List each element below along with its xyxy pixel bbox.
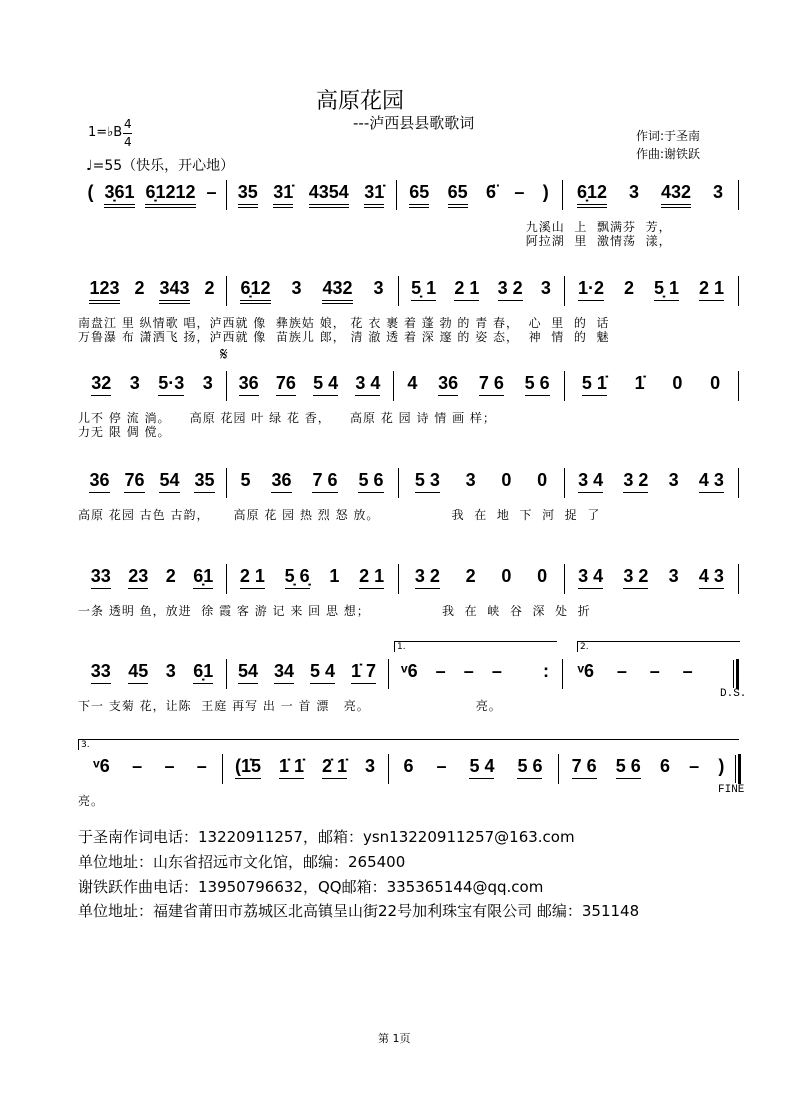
note-group: 3 2 [623,566,648,592]
note-group: – [491,661,502,681]
note-group: 33 [91,566,111,592]
note-group: 65 [448,182,468,208]
note-group: 2 1 [359,566,384,592]
note-group [716,661,721,687]
segno-icon: 𝄋 [220,344,228,365]
note-group: – [689,756,700,776]
note-group: – [463,661,474,681]
note-group: 5 6 [517,756,542,782]
note-group: 3 [202,373,213,393]
note-group: 123 [89,278,119,304]
volta-1 [394,641,557,652]
note-group: 3 4 [355,373,380,399]
score-system [0,756,790,808]
note-group: – [164,756,175,776]
barline [226,468,227,498]
note-group: 0 [710,373,721,393]
footer-line-2: 单位地址：山东省招远市文化馆，邮编：265400 [78,853,406,871]
note-group: 432 [661,182,691,208]
score-system [0,661,790,713]
lyric-line: 万鲁瀑 布 潇洒飞 扬，泸西就 像 苗族儿 郎， 清 澈 透 着 深 邃 的 姿 态， 神 情 的 魅 [78,330,610,344]
barline [738,371,739,401]
measure [226,756,384,786]
note-group: 6̣12 [577,182,607,208]
note-group: 3 4 [578,566,603,592]
note-group: 1̇ [634,373,645,393]
note-group: 3 [540,278,551,298]
time-signature-line [123,133,132,134]
barline [558,754,559,784]
measure [82,182,222,212]
measure [400,182,558,212]
note-group: 4354 [309,182,349,208]
note-group: 6 [659,756,670,776]
barline [226,276,227,306]
measure [402,278,560,308]
note-group: 45 [128,661,148,687]
volta-2 [577,641,740,652]
note-group: 31̇ [364,182,384,208]
note-group: 3 2 [623,470,648,496]
footer-line-4: 单位地址：福建省莆田市荔城区北高镇呈山街22号加利珠宝有限公司 邮编：351148 [78,902,640,920]
note-group: 5 4 [469,756,494,782]
lyric-line: 一条 透明 鱼，放进 徐 霞 客 游 记 来 回 思 想； 我 在 峡 谷 深 处 折 [78,604,591,618]
footer-line-1: 于圣南作词电话：13220911257，邮箱：ysn13220911257@163.com [78,828,575,846]
measure [562,756,734,786]
note-group: 65 [409,182,429,208]
note-group: 6 [403,756,414,776]
score-system [0,182,790,248]
note-group: ᵛ6 [93,756,110,776]
note-group: ᵛ6 [577,661,594,681]
note-group: 76 [276,373,296,399]
note-group: 3 [373,278,384,298]
note-group: 2 [204,278,215,298]
measure [392,661,558,691]
barline [398,564,399,594]
barline [222,754,223,784]
key-signature: 1=♭B [88,125,123,140]
volta-3 [78,739,739,750]
note-group: 36 [271,470,291,496]
note-group: 2 [465,566,476,586]
note-group: 5 [240,470,251,490]
measure [230,182,392,212]
measure [392,756,554,786]
note-group: – [616,661,627,681]
note-group: 76 [124,470,144,496]
note-group: 5 1̇ [582,373,607,399]
note-group: 35 [238,182,258,208]
note-group: 5 6 [358,470,383,496]
score-system [0,373,790,439]
volta-3-label: 3. [81,740,90,750]
measure [82,470,222,500]
barline [398,276,399,306]
note-group: 6̣1 [193,661,213,687]
barline [564,468,565,498]
note-group: 36 [89,470,109,496]
note-group: 3 [713,182,724,202]
time-signature-bottom: 4 [124,135,132,149]
barline [226,564,227,594]
barline [226,371,227,401]
note-group: 35 [194,470,214,496]
barline [736,659,739,689]
measure [82,756,218,786]
measure [397,373,560,403]
note-group: 3 [668,470,679,490]
barline [738,754,741,784]
note-group: 0 [537,566,548,586]
note-group: 3 2 [415,566,440,592]
note-group: 3 [165,661,176,681]
measure [230,566,394,596]
note-group: 4 3 [699,470,724,496]
note-group: 5 4 [310,661,335,687]
note-group: – [196,756,207,776]
note-group: 6̣12 [240,278,270,304]
measure [82,566,222,596]
note-group: (1̇5 [235,756,261,782]
barline [564,371,565,401]
note-group: 32 [91,373,111,399]
barline [562,180,563,210]
note-group: – [514,182,525,202]
note-group: 3 2 [498,278,523,304]
lyric-line: 下一 支菊 花，让陈 王庭 再写 出 一 首 漂 亮。 亮。 [78,699,502,713]
note-group: 6̣1212 [145,182,195,208]
note-group: 54 [238,661,258,687]
note-group: 2 [165,566,176,586]
barline [396,180,397,210]
note-group: 1 [329,566,340,586]
note-group: 3̣61 [104,182,134,208]
note-group: 2 [134,278,145,298]
barline [226,180,227,210]
note-group: – [206,182,217,202]
note-group: : [542,661,549,681]
measure [566,182,734,212]
lyric-line: 亮。 [78,794,105,808]
lyric-line: 阿拉湖 里 激情荡 漾， [78,234,672,248]
note-group: – [435,661,446,681]
note-group: – [132,756,143,776]
note-group: – [436,756,447,776]
lyric-line: 高原 花园 古色 古韵， 高原 花 园 热 烈 怒 放。 我 在 地 下 河 捉 了 [78,508,601,522]
measure [82,373,222,403]
barline [388,659,389,689]
note-group: 0 [501,566,512,586]
note-group: 2 1 [240,566,265,592]
note-group: 5 3 [415,470,440,496]
note-group: 6̣1 [193,566,213,592]
note-group: ) [718,756,725,776]
barline [398,468,399,498]
note-group: 3 [129,373,140,393]
note-group: 31̇ [273,182,293,208]
measure [82,661,222,691]
measure [402,566,560,596]
composer-credit: 作曲:谢铁跃 [636,147,701,161]
measure [230,470,394,500]
volta-1-label: 1. [397,642,406,652]
measure [568,373,734,403]
note-group: 343 [159,278,189,304]
barline [562,659,563,689]
note-group: ( [87,182,94,202]
measure [82,278,222,308]
note-group: 4 3 [699,566,724,592]
note-group: 0 [537,470,548,490]
note-group: 5̣ 1 [411,278,436,304]
note-group: 2 1 [699,278,724,304]
note-group: 7 6 [479,373,504,399]
score-system [0,566,790,618]
note-group: 33 [91,661,111,687]
lyricist-credit: 作词:于圣南 [636,129,701,143]
note-group: 5 6 [525,373,550,399]
footer-line-3: 谢铁跃作曲电话：13950796632，QQ邮箱：335365144@qq.com [78,878,544,896]
note-group: 5 4 [313,373,338,399]
measure [566,661,732,691]
note-group: 36 [438,373,458,399]
note-group: 3 [364,756,375,776]
measure [230,278,394,308]
note-group: 54 [159,470,179,496]
barline [738,468,739,498]
song-subtitle: ---泸西县县歌歌词 [353,114,475,132]
note-group: 2̇ 1̇ [322,756,347,782]
note-group [520,661,525,687]
note-group: 4 [407,373,418,393]
note-group: 1̇ 7 [351,661,376,687]
note-group: ) [542,182,549,202]
barline [393,371,394,401]
note-group: 0 [501,470,512,490]
barline [564,564,565,594]
barline [738,180,739,210]
lyric-line: 南盘江 里 纵情歌 唱，泸西就 像 彝族姑 娘， 花 衣 裹 着 蓬 勃 的 青 春， 心 里 的 话 [78,316,610,330]
measure [568,278,734,308]
note-group: 0 [672,373,683,393]
barline [226,659,227,689]
note-group: 6̈ [486,182,497,202]
note-group: 3 4 [578,470,603,496]
barline [738,276,739,306]
measure [568,566,734,596]
note-group: 5·3 [158,373,184,399]
lyric-line: 九溪山 上 飘满芬 芳， [78,220,672,234]
note-group: ᵛ6 [401,661,418,681]
note-group: 432 [322,278,352,304]
barline [738,564,739,594]
note-group: 1̇ 1̇ [279,756,304,782]
note-group: – [682,661,693,681]
note-group: 36 [239,373,259,399]
score-system [0,470,790,522]
note-group: 1·2 [578,278,604,304]
barline [388,754,389,784]
note-group: 34 [274,661,294,687]
lyric-line: 力无 限 倜 傥。 [78,425,171,439]
note-group: – [649,661,660,681]
score-system [0,278,790,344]
measure [230,661,384,691]
lyric-line: 儿不 停 流 淌。 高原 花园 叶 绿 花 香， 高原 花 园 诗 情 画 样； [78,411,496,425]
measure [230,373,389,403]
note-group: 5̣ 1 [654,278,679,304]
note-group: 23 [128,566,148,592]
note-group: 7 6 [572,756,597,782]
note-group: 5 6 [616,756,641,782]
note-group: 3 [629,182,640,202]
note-group: 3 [668,566,679,586]
barline [564,276,565,306]
note-group: 2 [623,278,634,298]
measure [568,470,734,500]
note-group: 3 [291,278,302,298]
fine-marking: FINE [718,784,745,796]
note-group: 2 1 [454,278,479,304]
note-group: 3 [465,470,476,490]
volta-2-label: 2. [580,642,589,652]
note-group: 5̣ 6̣ [285,566,310,592]
page-number: 第 1页 [378,1032,411,1045]
measure [402,470,560,500]
tempo-marking: ♩=55（快乐，开心地） [86,158,235,174]
song-title: 高原花园 [316,89,405,114]
ds-marking: D.S. [720,688,747,700]
time-signature-top: 4 [124,117,132,131]
note-group: 7 6 [312,470,337,496]
